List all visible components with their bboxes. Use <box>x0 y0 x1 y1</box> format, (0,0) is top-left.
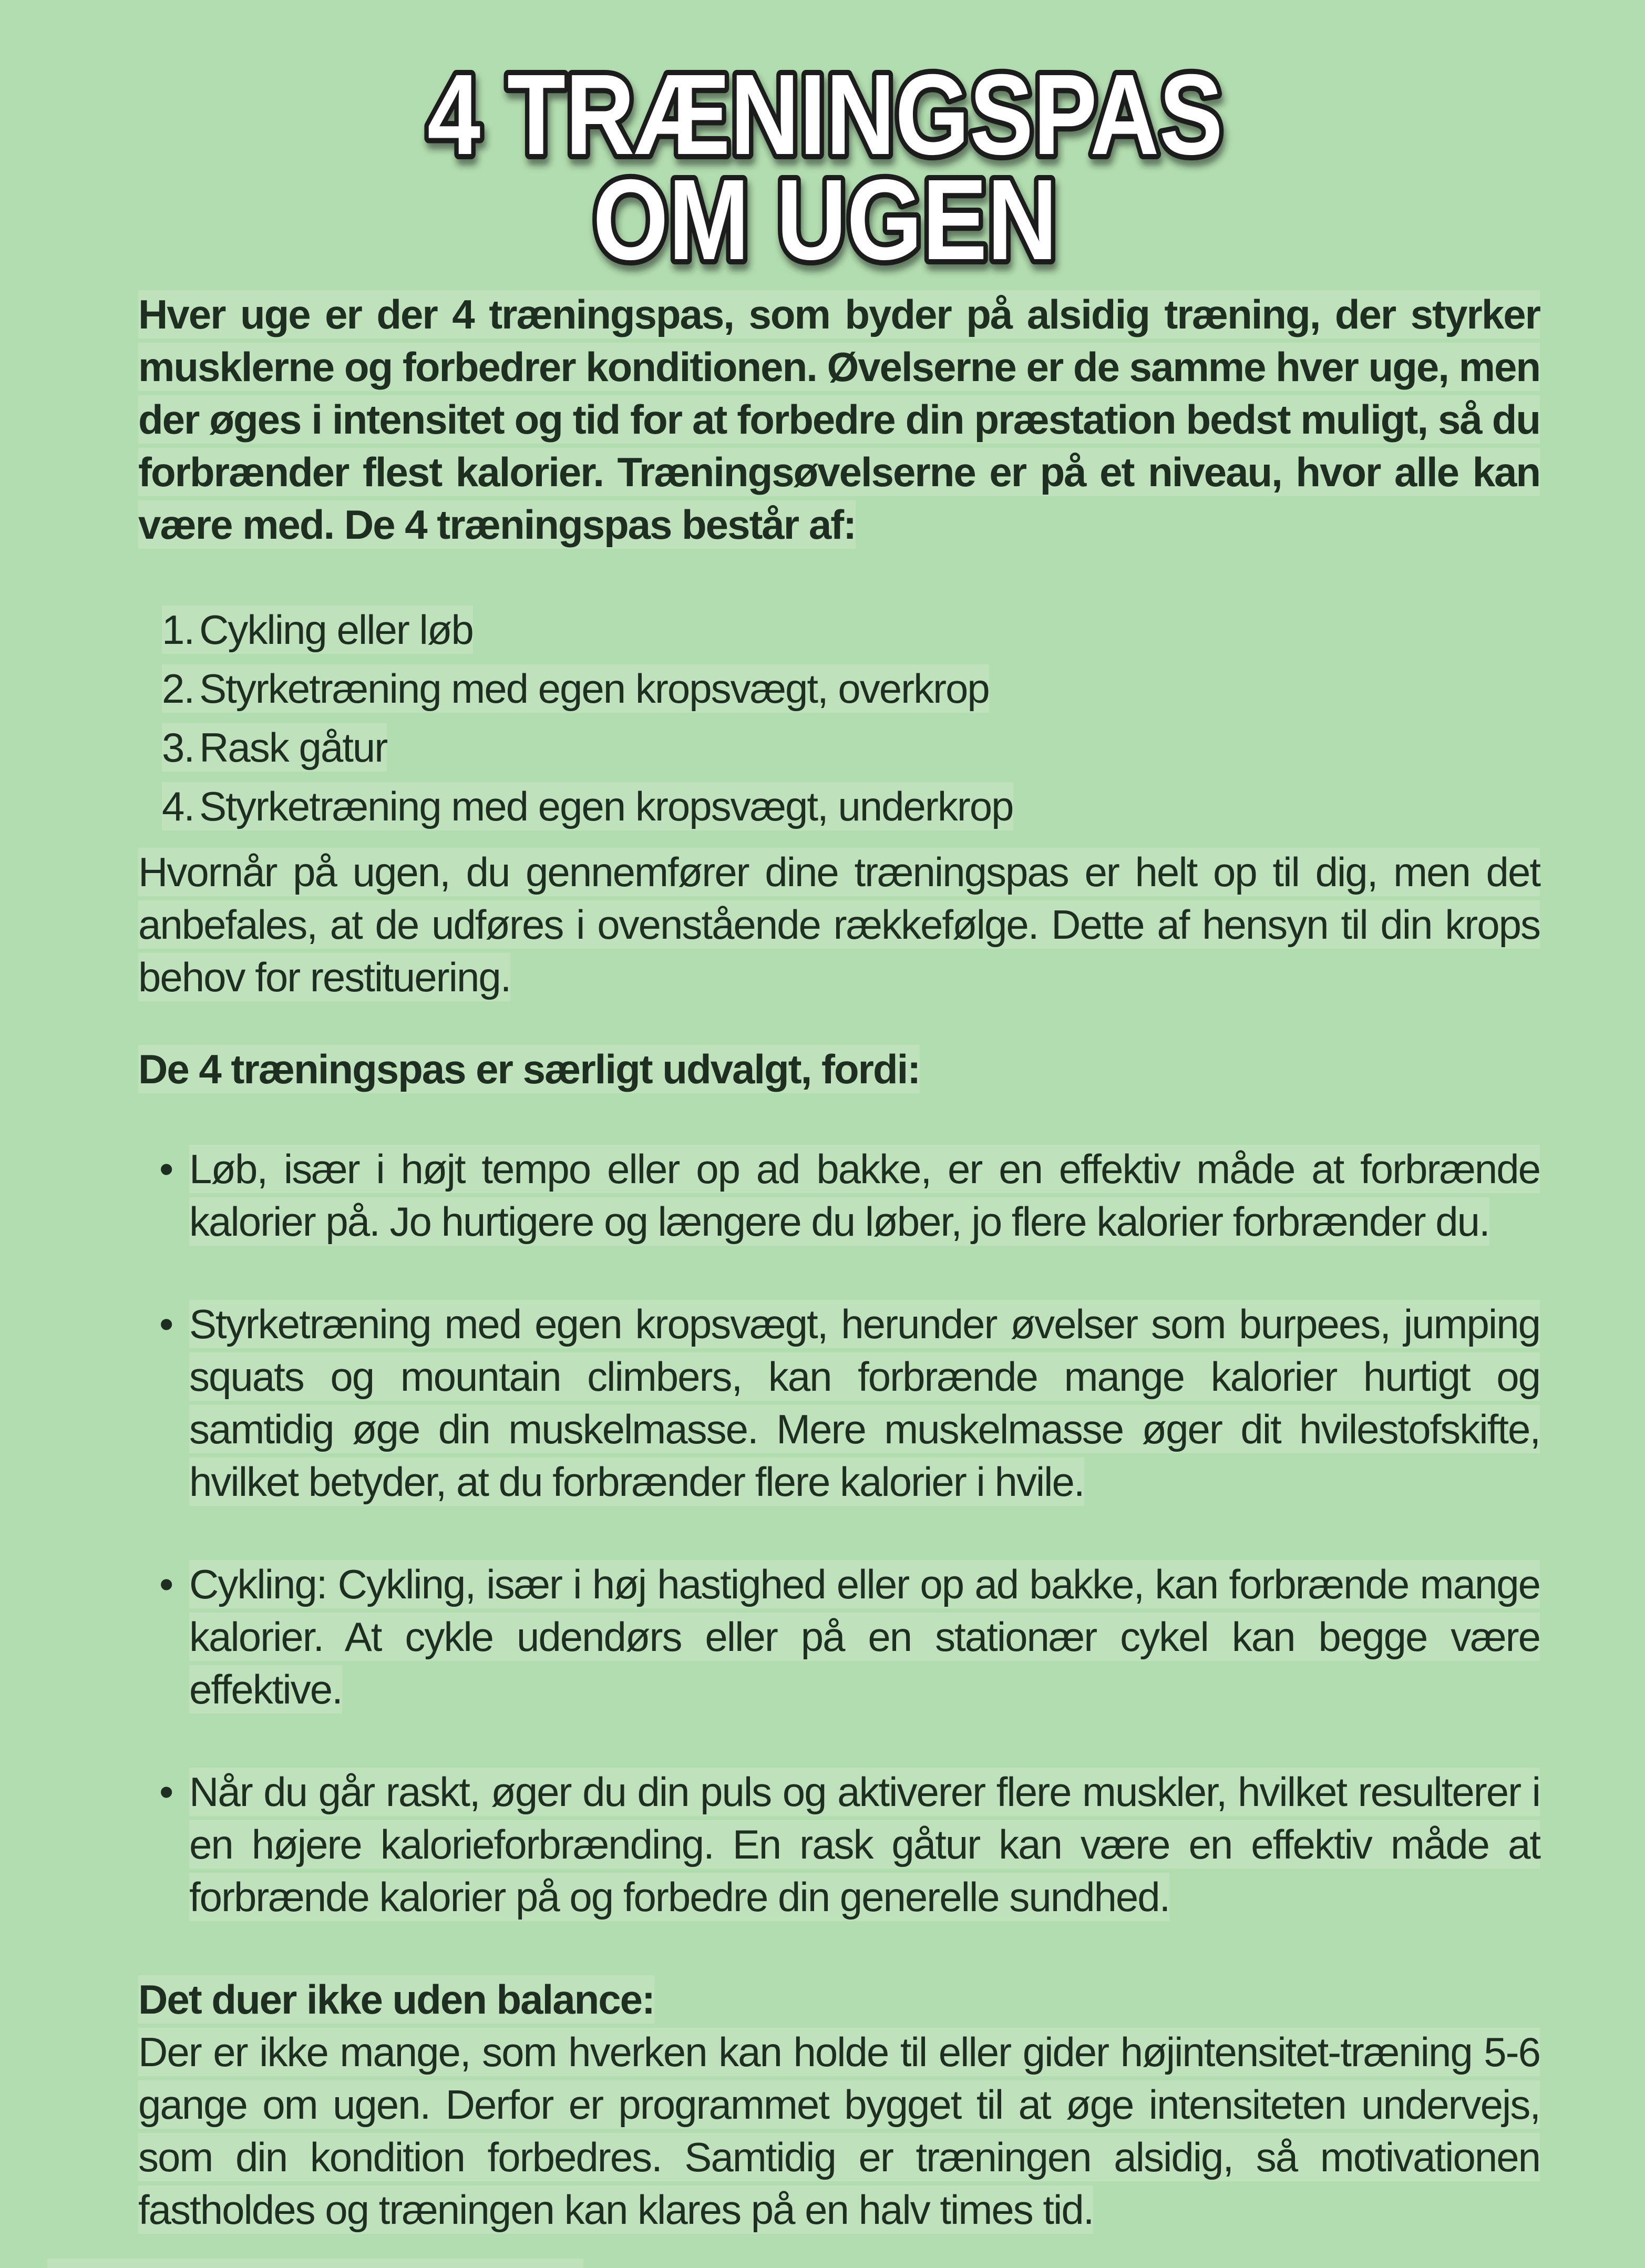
bullet-text: Cykling: Cykling, især i høj hastighed eller op ad bakke, kan forbrænde mange kalorier. At cykle udendørs eller på en stationær cykel kan begge være effektive. <box>189 1561 1540 1712</box>
document-body <box>0 288 1645 2236</box>
bullet-marker: • <box>159 1146 174 1192</box>
list-item <box>162 721 1540 774</box>
bullet-item-walking <box>138 1766 1540 1923</box>
bullet-marker: • <box>159 1561 174 1607</box>
page-title <box>0 0 1645 284</box>
bullet-marker: • <box>159 1301 174 1347</box>
list-item <box>162 603 1540 656</box>
title-line-2: OM UGEN <box>593 156 1057 284</box>
list-item-number: 2. <box>162 665 194 712</box>
list-item-text: Rask gåtur <box>199 724 387 771</box>
list-item-number: 1. <box>162 607 194 653</box>
list-item-text: Cykling eller løb <box>199 607 473 653</box>
bullet-text: Løb, især i højt tempo eller op ad bakke, er en effektiv måde at forbrænde kalorier på. Jo hurtigere og længere du løber, jo flere kalorier forbrænder du. <box>189 1146 1540 1245</box>
reasons-bullet-list <box>138 1143 1540 1923</box>
bullet-item-running <box>138 1143 1540 1248</box>
bullet-marker: • <box>159 1769 174 1815</box>
bottom-cropped-text-band <box>47 2259 583 2268</box>
list-item-text: Styrketræning med egen kropsvægt, overkrop <box>199 665 989 712</box>
intro-paragraph: Hver uge er der 4 træningspas, som byder på alsidig træning, der styrker musklerne og forbedrer konditionen. Øvelserne er de samme hver uge, men der øges i intensitet og tid for at forbedre din præstation bedst muligt, så du forbrænder flest kalorier. Træningsøvelserne er på et niveau, hvor alle kan være med. De 4 træningspas består af: <box>138 291 1540 548</box>
list-item <box>162 662 1540 715</box>
schedule-paragraph: Hvornår på ugen, du gennemfører dine træningspas er helt op til dig, men det anbefales, at de udføres i ovenstående rækkefølge. Dette af hensyn til din krops behov for restituering. <box>138 849 1540 1000</box>
bullet-item-strength <box>138 1298 1540 1508</box>
list-item-number: 3. <box>162 724 194 771</box>
reasons-heading: De 4 træningspas er særligt udvalgt, fordi: <box>138 1046 920 1092</box>
list-item-text: Styrketræning med egen kropsvægt, underkrop <box>199 783 1013 829</box>
title-line-1: 4 TRÆNINGSPAS <box>427 51 1223 179</box>
training-sessions-list <box>138 603 1540 833</box>
list-item-number: 4. <box>162 783 194 829</box>
list-item <box>162 780 1540 833</box>
balance-heading: Det duer ikke uden balance: <box>138 1976 654 2023</box>
bullet-text: Når du går raskt, øger du din puls og aktiverer flere muskler, hvilket resulterer i en højere kalorieforbrænding. En rask gåtur kan være en effektiv måde at forbrænde kalorier på og forbedre din generelle sundhed. <box>189 1769 1540 1920</box>
balance-paragraph: Der er ikke mange, som hverken kan holde til eller gider højintensitet-træning 5-6 gange om ugen. Derfor er programmet bygget til at øge intensiteten undervejs, som din kondition forbedres. Samtidig er træningen alsidig, så motivationen fastholdes og træningen kan klares på en halv times tid. <box>138 2029 1540 2233</box>
bullet-item-cycling <box>138 1558 1540 1716</box>
bullet-text: Styrketræning med egen kropsvægt, herunder øvelser som burpees, jumping squats og mountain climbers, kan forbrænde mange kalorier hurtigt og samtidig øge din muskelmasse. Mere muskelmasse øger dit hvilestofskifte, hvilket betyder, at du forbrænder flere kalorier i hvile. <box>189 1301 1540 1505</box>
